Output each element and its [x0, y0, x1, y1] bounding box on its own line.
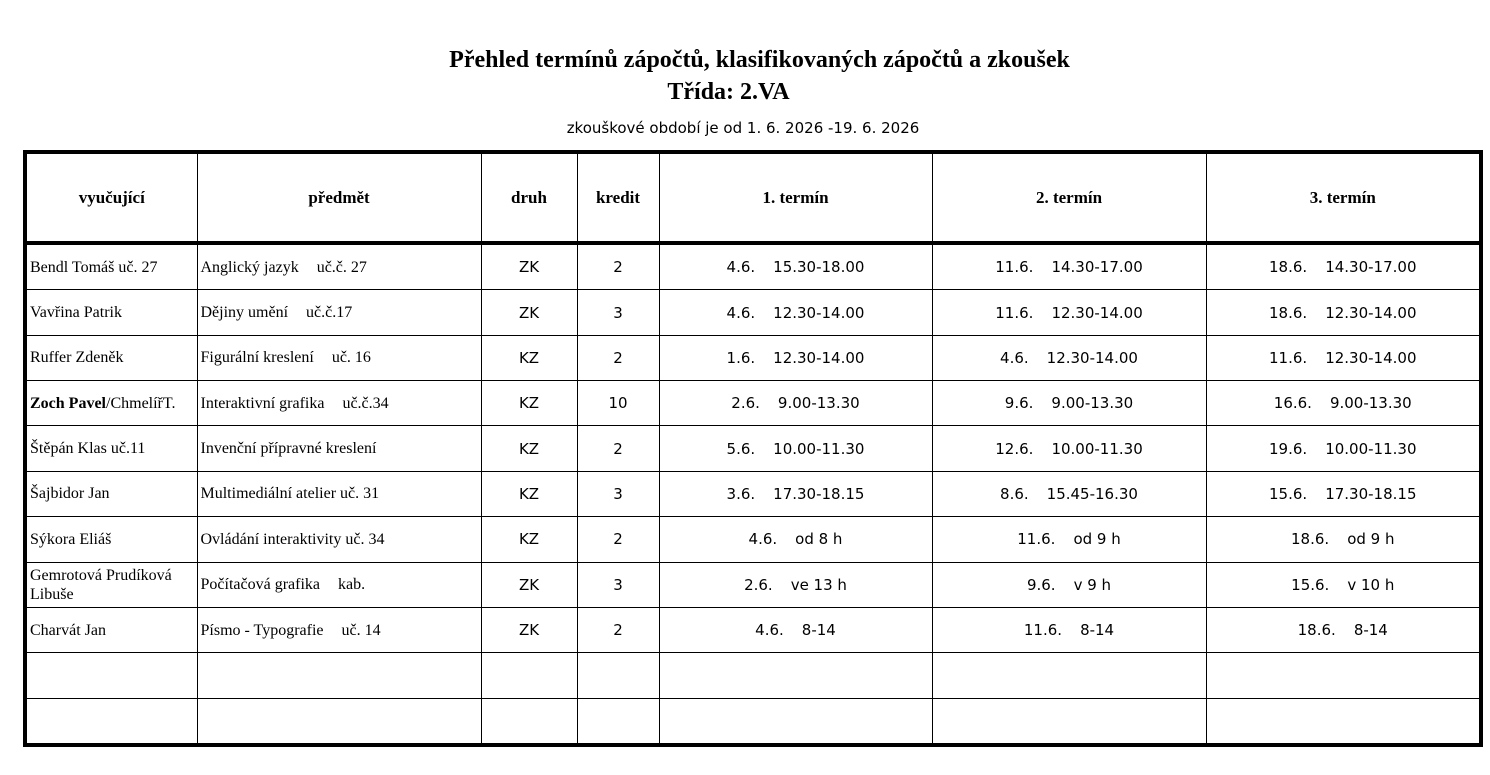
column-header-subject: předmět: [197, 152, 481, 243]
table-row: [25, 243, 1481, 290]
empty-cell: [481, 653, 577, 698]
teacher-name-bold: Zoch Pavel: [30, 394, 106, 412]
term-3-cell: [1206, 335, 1481, 380]
term-date: 18.6.: [1297, 621, 1336, 640]
empty-cell: [659, 698, 932, 745]
term-date: 11.6.: [995, 258, 1034, 277]
credit-cell: 2: [577, 335, 659, 380]
teacher-cell: [25, 381, 197, 426]
subject-cell: [197, 562, 481, 607]
subject-name: Anglický jazyk: [200, 258, 299, 276]
term-2-cell: [932, 471, 1206, 516]
term-date: 2.6.: [731, 394, 760, 413]
term-time: 17.30-18.15: [773, 484, 865, 503]
column-header-credit: kredit: [577, 152, 659, 243]
subject-name: Invenční přípravné kreslení: [200, 440, 377, 458]
term-date: 11.6.: [1023, 621, 1063, 640]
term-time: 8-14: [1353, 621, 1388, 640]
term-3-cell: [1206, 562, 1481, 607]
term-2-cell: [932, 562, 1206, 607]
term-date: 2.6.: [744, 575, 773, 594]
class-title: Třída: 2.VA: [667, 79, 790, 105]
teacher-cell: Charvát Jan: [25, 607, 197, 652]
term-time: 10.00-11.30: [773, 439, 865, 458]
subject-cell: [197, 607, 481, 652]
term-time: 9.00-13.30: [777, 394, 860, 413]
term-1-cell: [659, 243, 932, 290]
term-time: 12.30-14.00: [773, 303, 865, 322]
column-header-term-2: 2. termín: [932, 152, 1206, 243]
term-1-cell: [659, 607, 932, 652]
type-cell: KZ: [481, 335, 577, 380]
term-time: od 9 h: [1347, 530, 1395, 549]
type-cell: KZ: [481, 471, 577, 516]
term-3-cell: [1206, 517, 1481, 562]
term-date: 8.6.: [1000, 484, 1029, 503]
table-body: [25, 243, 1481, 745]
term-date: 5.6.: [726, 439, 756, 458]
term-date: 16.6.: [1273, 394, 1312, 413]
term-date: 19.6.: [1269, 439, 1308, 458]
teacher-name-rest: /ChmelířT.: [106, 394, 176, 412]
room-label: uč.č.17: [306, 304, 353, 322]
term-date: 4.6.: [755, 621, 784, 640]
empty-cell: [1206, 653, 1481, 698]
credit-cell: 2: [577, 426, 659, 471]
room-label: kab.: [338, 576, 366, 594]
type-cell: KZ: [481, 426, 577, 471]
term-time: 8-14: [1080, 621, 1115, 640]
type-cell: KZ: [481, 381, 577, 426]
term-date: 4.6.: [1000, 348, 1029, 367]
empty-table-row: [25, 698, 1481, 745]
term-date: 9.6.: [1026, 575, 1056, 594]
room-label: uč.č.34: [342, 394, 389, 412]
type-cell: ZK: [481, 243, 577, 290]
term-3-cell: [1206, 471, 1481, 516]
table-row: [25, 335, 1481, 380]
term-date: 15.6.: [1291, 575, 1330, 594]
subject-name: Interaktivní grafika: [200, 394, 325, 412]
room-label: uč. 14: [341, 621, 381, 639]
credit-cell: 3: [577, 290, 659, 335]
term-date: 18.6.: [1269, 303, 1308, 322]
term-2-cell: [932, 426, 1206, 471]
term-2-cell: [932, 243, 1206, 290]
teacher-cell: Bendl Tomáš uč. 27: [25, 243, 197, 290]
term-date: 3.6.: [726, 484, 756, 503]
term-time: 8-14: [801, 621, 836, 640]
term-date: 15.6.: [1269, 484, 1308, 503]
term-date: 18.6.: [1269, 258, 1308, 277]
term-time: 15.45-16.30: [1046, 484, 1138, 503]
term-time: 12.30-14.00: [1325, 348, 1417, 367]
term-time: 12.30-14.00: [1046, 348, 1138, 367]
document-title: Přehled termínů zápočtů, klasifikovaných zápočtů a zkoušek: [449, 47, 1070, 73]
term-3-cell: [1206, 290, 1481, 335]
term-date: 12.6.: [995, 439, 1034, 458]
empty-cell: [197, 698, 481, 745]
credit-cell: 2: [577, 243, 659, 290]
teacher-cell: Ruffer Zdeněk: [25, 335, 197, 380]
term-time: ve 13 h: [790, 575, 847, 594]
term-date: 11.6.: [995, 303, 1034, 322]
term-time: 15.30-18.00: [773, 258, 865, 277]
table-row: [25, 381, 1481, 426]
term-time: 12.30-14.00: [773, 348, 865, 367]
term-3-cell: [1206, 381, 1481, 426]
exam-schedule-table: [23, 150, 1483, 747]
teacher-cell: Vavřina Patrik: [25, 290, 197, 335]
table-row: [25, 290, 1481, 335]
term-1-cell: [659, 381, 932, 426]
teacher-cell: Gemrotová Prudíková Libuše: [25, 562, 197, 607]
empty-table-row: [25, 653, 1481, 698]
term-date: 11.6.: [1269, 348, 1308, 367]
table-row: [25, 426, 1481, 471]
subject-cell: [197, 471, 481, 516]
term-date: 11.6.: [1017, 530, 1056, 549]
room-label: uč.č. 27: [316, 258, 367, 276]
term-date: 9.6.: [1004, 394, 1034, 413]
subject-name: Počítačová grafika: [200, 576, 320, 594]
column-header-type: druh: [481, 152, 577, 243]
table-row: [25, 471, 1481, 516]
subject-name: Dějiny umění: [200, 304, 289, 322]
term-date: 18.6.: [1291, 530, 1330, 549]
empty-cell: [659, 653, 932, 698]
term-time: 10.00-11.30: [1051, 439, 1143, 458]
type-cell: ZK: [481, 562, 577, 607]
term-2-cell: [932, 381, 1206, 426]
subject-cell: [197, 381, 481, 426]
subject-name: Figurální kreslení: [200, 349, 314, 367]
subject-name: Multimediální atelier uč. 31: [200, 485, 380, 503]
term-time: v 9 h: [1073, 575, 1112, 594]
column-header-term-1: 1. termín: [659, 152, 932, 243]
term-time: 9.00-13.30: [1051, 394, 1134, 413]
term-date: 1.6.: [726, 348, 756, 367]
empty-cell: [25, 698, 197, 745]
term-time: 9.00-13.30: [1329, 394, 1412, 413]
term-1-cell: [659, 290, 932, 335]
credit-cell: 10: [577, 381, 659, 426]
table-header-row: [25, 152, 1481, 243]
table-row: [25, 517, 1481, 562]
table-row: [25, 562, 1481, 607]
exam-period-note: zkouškové období je od 1. 6. 2026 -19. 6. 2026: [566, 119, 920, 137]
empty-cell: [932, 698, 1206, 745]
term-date: 4.6.: [726, 258, 756, 277]
empty-cell: [932, 653, 1206, 698]
empty-cell: [1206, 698, 1481, 745]
room-label: uč. 16: [331, 349, 371, 367]
subject-cell: [197, 517, 481, 562]
column-header-term-3: 3. termín: [1206, 152, 1481, 243]
term-3-cell: [1206, 607, 1481, 652]
type-cell: ZK: [481, 290, 577, 335]
empty-cell: [577, 653, 659, 698]
subject-name: Písmo - Typografie: [200, 621, 324, 639]
credit-cell: 2: [577, 607, 659, 652]
term-date: 4.6.: [748, 530, 778, 549]
subject-cell: [197, 335, 481, 380]
term-1-cell: [659, 471, 932, 516]
term-time: 12.30-14.00: [1325, 303, 1417, 322]
term-2-cell: [932, 335, 1206, 380]
term-date: 4.6.: [726, 303, 756, 322]
term-1-cell: [659, 562, 932, 607]
credit-cell: 3: [577, 562, 659, 607]
credit-cell: 3: [577, 471, 659, 516]
subject-cell: [197, 290, 481, 335]
term-time: 14.30-17.00: [1325, 258, 1417, 277]
subject-cell: [197, 243, 481, 290]
term-time: 14.30-17.00: [1051, 258, 1143, 277]
term-time: 17.30-18.15: [1325, 484, 1417, 503]
type-cell: KZ: [481, 517, 577, 562]
empty-cell: [25, 653, 197, 698]
term-3-cell: [1206, 243, 1481, 290]
term-2-cell: [932, 607, 1206, 652]
term-2-cell: [932, 517, 1206, 562]
table-row: [25, 607, 1481, 652]
subject-name: Ovládání interaktivity uč. 34: [200, 530, 385, 548]
term-time: od 9 h: [1073, 530, 1121, 549]
term-time: 12.30-14.00: [1051, 303, 1143, 322]
term-1-cell: [659, 517, 932, 562]
term-time: 10.00-11.30: [1325, 439, 1417, 458]
term-3-cell: [1206, 426, 1481, 471]
empty-cell: [197, 653, 481, 698]
teacher-cell: Šajbidor Jan: [25, 471, 197, 516]
teacher-cell: Sýkora Eliáš: [25, 517, 197, 562]
empty-cell: [577, 698, 659, 745]
teacher-cell: Štěpán Klas uč.11: [25, 426, 197, 471]
subject-cell: [197, 426, 481, 471]
column-header-teacher: vyučující: [25, 152, 197, 243]
credit-cell: 2: [577, 517, 659, 562]
term-time: od 8 h: [795, 530, 843, 549]
empty-cell: [481, 698, 577, 745]
term-time: v 10 h: [1347, 575, 1395, 594]
term-2-cell: [932, 290, 1206, 335]
type-cell: ZK: [481, 607, 577, 652]
term-1-cell: [659, 335, 932, 380]
term-1-cell: [659, 426, 932, 471]
